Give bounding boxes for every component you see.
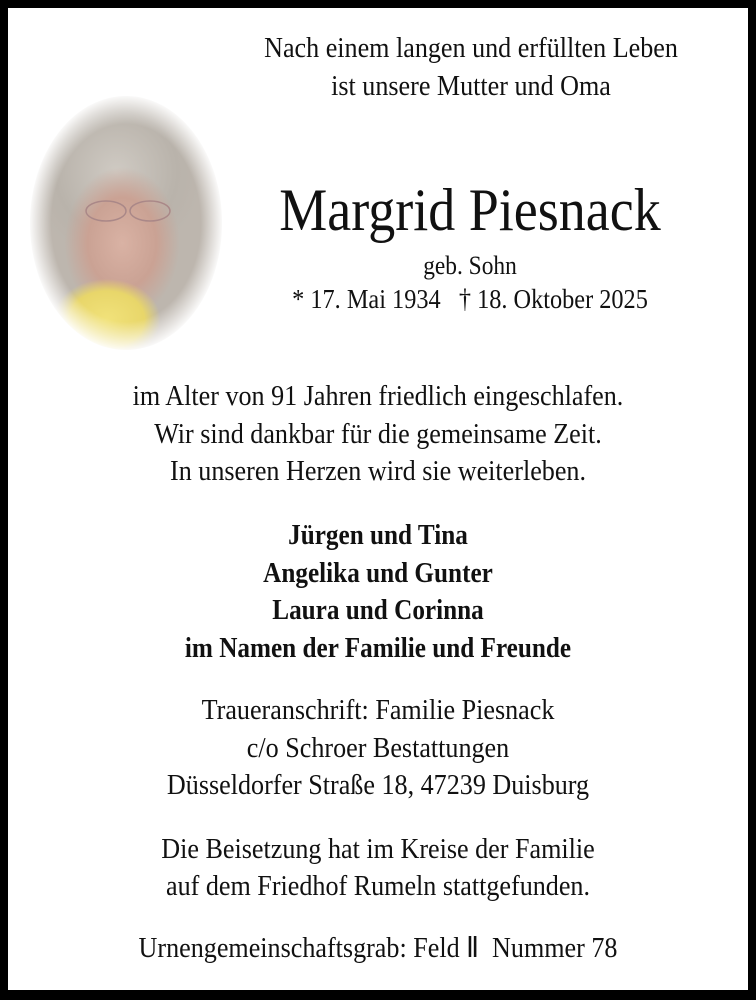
message-line: In unseren Herzen wird sie weiterleben. bbox=[170, 455, 586, 487]
birth-name: geb. Sohn bbox=[423, 251, 517, 280]
intro-line: Nach einem langen und erfüllten Leben bbox=[264, 32, 678, 64]
life-dates: * 17. Mai 1934 † 18. Oktober 2025 bbox=[292, 284, 648, 314]
burial-line: Die Beisetzung hat im Kreise der Familie bbox=[161, 833, 595, 865]
portrait-photo bbox=[30, 96, 222, 350]
mourner-line: Laura und Corinna bbox=[272, 595, 484, 626]
address-line: Düsseldorfer Straße 18, 47239 Duisburg bbox=[166, 769, 590, 801]
glasses-illustration bbox=[82, 198, 178, 224]
burial-line: auf dem Friedhof Rumeln stattgefunden. bbox=[165, 870, 591, 902]
grave-info: Urnengemeinschaftsgrab: Feld Ⅱ Nummer 78 bbox=[138, 932, 618, 964]
mourner-line: Jürgen und Tina bbox=[288, 520, 468, 551]
notice-card bbox=[8, 8, 748, 990]
message-line: Wir sind dankbar für die gemeinsame Zeit. bbox=[154, 418, 602, 450]
mourner-line: Angelika und Gunter bbox=[263, 558, 493, 589]
intro-line: ist unsere Mutter und Oma bbox=[331, 70, 611, 102]
mourner-line: im Namen der Familie und Freunde bbox=[184, 633, 572, 664]
address-line: c/o Schroer Bestattungen bbox=[246, 732, 510, 764]
message-line: im Alter von 91 Jahren friedlich eingeschlafen. bbox=[132, 380, 624, 412]
deceased-name: Margrid Piesnack bbox=[279, 177, 661, 243]
address-line: Traueranschrift: Familie Piesnack bbox=[201, 694, 555, 726]
